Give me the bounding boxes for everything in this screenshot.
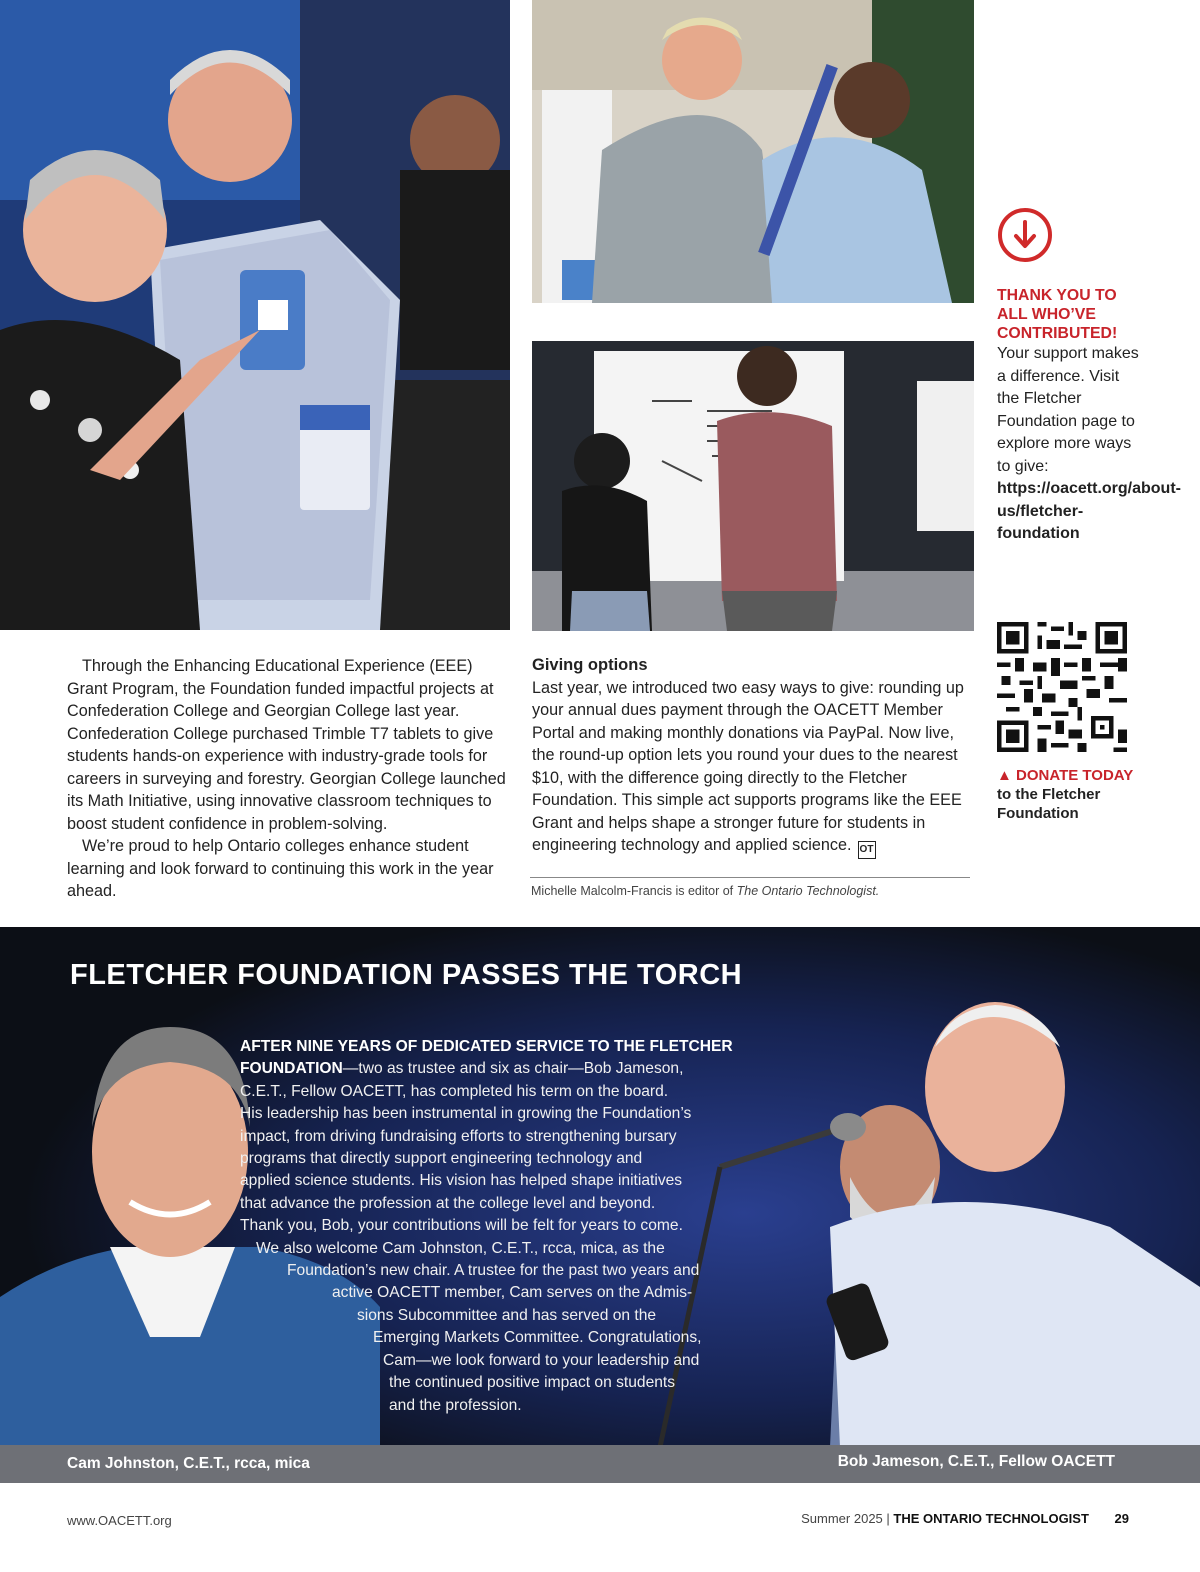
qr-code[interactable] — [997, 622, 1127, 752]
footer-separator: | — [886, 1511, 890, 1526]
story-line: the continued positive impact on students — [389, 1374, 676, 1392]
up-arrow-icon: ▲ — [997, 767, 1012, 784]
sidebar-body: Your support makes a difference. Visit the Fletcher Foundation page to explore more ways to give: — [997, 345, 1139, 475]
story-lead-bold: FOUNDATION — [240, 1060, 343, 1078]
sidebar-heading: THANK YOU TO ALL WHO’VE CONTRIBUTED! — [997, 287, 1118, 342]
story-line: C.E.T., Fellow OACETT, has completed his term on the board. — [240, 1082, 669, 1100]
down-arrow-circle-icon — [998, 208, 1052, 262]
story-line: impact, from driving fundraising efforts to strengthening bursary — [240, 1127, 677, 1145]
photo-celebration — [0, 0, 510, 630]
eee-grant-paragraph: Through the Enhancing Educational Experience (EEE) Grant Program, the Foundation funded impactful projects at Confederation College and Georgian College last year. Confederation College purchased Trimble T7 tablets to give students hands-on experience with industry-grade tools for careers in surveying and forestry. Georgian College launched its Math Initiative, using innovative classroom techniques to boost student confidence in problem-solving. — [67, 657, 506, 833]
footer-issue: Summer 2025 — [801, 1511, 883, 1526]
end-mark-icon: OT — [858, 841, 876, 859]
caption-cam-johnston: Cam Johnston, C.E.T., rcca, mica — [67, 1455, 310, 1472]
donate-callout[interactable] — [997, 766, 1147, 823]
footer-website[interactable]: www.OACETT.org — [67, 1513, 172, 1528]
giving-options-heading: Giving options — [532, 656, 648, 674]
photo-measuring — [532, 0, 974, 303]
byline-publication: The Ontario Technologist. — [736, 884, 880, 898]
story-line: and the profession. — [389, 1396, 522, 1414]
story-line: programs that directly support engineering technology and — [240, 1150, 643, 1168]
donate-target-label: to the Fletcher Foundation — [997, 786, 1101, 822]
story-line: Foundation’s new chair. A trustee for the past two years and — [287, 1262, 700, 1280]
sidebar-text — [997, 343, 1181, 546]
story-line: His leadership has been instrumental in growing the Foundation’s — [240, 1105, 692, 1123]
story-line: applied science students. His vision has helped shape initiatives — [240, 1172, 683, 1190]
story-lead-line-1: AFTER NINE YEARS OF DEDICATED SERVICE TO THE FLETCHER — [240, 1038, 733, 1055]
giving-options-text: Last year, we introduced two easy ways to give: rounding up your annual dues payment through the OACETT Member Portal and making monthly donations via PayPal. Now live, the round-up option lets you round your dues to the nearest $10, with the difference going directly to the Fletcher Foundation. This simple act supports programs like the EEE Grant and helps shape a stronger future for students in engineering technology and applied science. — [532, 678, 964, 854]
story-line: Cam—we look forward to your leadership and — [383, 1351, 700, 1369]
proud-paragraph: We’re proud to help Ontario colleges enhance student learning and look forward to continuing this work in the year ahead. — [67, 837, 494, 900]
story-line: that advance the profession at the college level and beyond. — [240, 1194, 656, 1212]
feature-story — [0, 1036, 760, 1417]
story-lead-line-2 — [0, 1058, 760, 1080]
giving-options-paragraph — [532, 677, 972, 860]
fletcher-foundation-link[interactable]: https://oacett.org/about-us/fletcher-foundation — [997, 480, 1181, 542]
caption-bob-jameson: Bob Jameson, C.E.T., Fellow OACETT — [837, 1453, 1115, 1470]
page-number: 29 — [1114, 1511, 1129, 1526]
story-line: active OACETT member, Cam serves on the Admis- — [332, 1284, 693, 1302]
story-line: Thank you, Bob, your contributions will be felt for years to come. — [240, 1217, 683, 1235]
story-line: Emerging Markets Committee. Congratulations, — [373, 1329, 702, 1347]
story-line: We also welcome Cam Johnston, C.E.T., rcca, mica, as the — [256, 1239, 665, 1257]
story-line: sions Subcommittee and has served on the — [357, 1306, 657, 1324]
sidebar-callout — [997, 208, 1181, 546]
byline-divider — [530, 877, 970, 878]
article-left-column — [67, 655, 512, 903]
donate-today-label: DONATE TODAY — [1016, 767, 1134, 784]
story-line: —two as trustee and six as chair—Bob Jameson, — [342, 1060, 684, 1078]
footer-issue-info — [801, 1511, 1129, 1526]
footer-magazine-name: THE ONTARIO TECHNOLOGIST — [893, 1511, 1089, 1526]
author-byline — [531, 884, 879, 898]
photo-whiteboard — [532, 341, 974, 631]
article-middle-column — [532, 654, 972, 859]
feature-title: FLETCHER FOUNDATION PASSES THE TORCH — [70, 959, 743, 991]
byline-text: Michelle Malcolm-Francis is editor of — [531, 884, 737, 898]
